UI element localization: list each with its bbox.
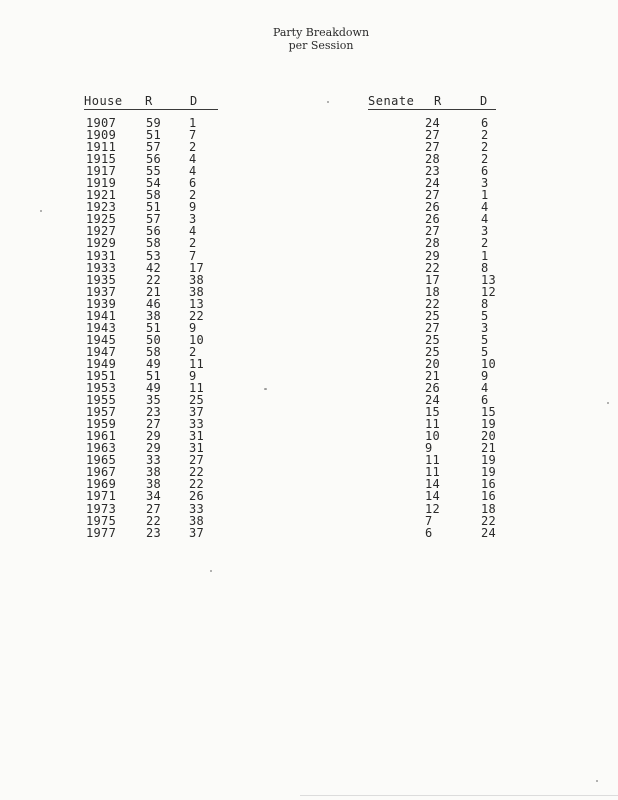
house-year-cell: 1963 — [86, 441, 117, 456]
senate-d-cell: 6 — [481, 393, 489, 408]
house-year-cell: 1939 — [86, 296, 117, 311]
house-r-cell: 55 — [146, 164, 162, 179]
house-d-cell: 22 — [189, 308, 205, 323]
house-r-cell: 27 — [146, 501, 162, 516]
house-year-cell: 1933 — [86, 260, 117, 275]
senate-r-cell: 23 — [425, 164, 441, 179]
senate-header: Senate — [368, 94, 415, 108]
house-r-cell: 33 — [146, 453, 162, 468]
senate-d-cell: 5 — [481, 308, 489, 323]
senate-d-cell: 10 — [481, 356, 497, 371]
house-r-cell: 53 — [146, 248, 162, 263]
house-d-cell: 4 — [189, 164, 197, 179]
house-d-cell: 2 — [189, 188, 197, 203]
senate-r-cell: 25 — [425, 308, 441, 323]
house-r-cell: 57 — [146, 212, 162, 227]
house-year-cell: 1919 — [86, 176, 117, 191]
house-year-cell: 1953 — [86, 381, 117, 396]
senate-r-column — [425, 117, 440, 539]
house-year-cell: 1949 — [86, 356, 117, 371]
house-year-cell: 1973 — [86, 501, 117, 516]
house-r-cell: 57 — [146, 140, 162, 155]
senate-r-cell: 27 — [425, 320, 441, 335]
senate-r-cell: 24 — [425, 393, 441, 408]
senate-r-cell: 14 — [425, 489, 441, 504]
house-d-cell: 4 — [189, 152, 197, 167]
senate-r-cell: 28 — [425, 152, 441, 167]
house-year-cell: 1929 — [86, 236, 117, 251]
house-r-cell: 35 — [146, 393, 162, 408]
house-r-cell: 58 — [146, 188, 162, 203]
house-d-cell: 38 — [189, 284, 205, 299]
senate-r-cell: 14 — [425, 477, 441, 492]
house-d-header: D — [190, 94, 198, 108]
senate-d-cell: 9 — [481, 368, 489, 383]
senate-r-cell: 26 — [425, 381, 441, 396]
senate-r-cell: 17 — [425, 272, 441, 287]
senate-d-cell: 15 — [481, 405, 497, 420]
senate-d-cell: 16 — [481, 477, 497, 492]
senate-r-cell: 22 — [425, 296, 441, 311]
house-r-cell: 22 — [146, 513, 162, 528]
senate-r-cell: 26 — [425, 212, 441, 227]
senate-d-cell: 1 — [481, 248, 489, 263]
house-r-cell: 56 — [146, 224, 162, 239]
senate-r-cell: 29 — [425, 248, 441, 263]
senate-r-cell: 20 — [425, 356, 441, 371]
house-year-cell: 1947 — [86, 344, 117, 359]
house-r-cell: 29 — [146, 441, 162, 456]
house-r-cell: 42 — [146, 260, 162, 275]
house-year-cell: 1945 — [86, 332, 117, 347]
house-r-cell: 51 — [146, 320, 162, 335]
house-r-cell: 51 — [146, 200, 162, 215]
house-d-cell: 7 — [189, 248, 197, 263]
senate-d-cell: 18 — [481, 501, 497, 516]
senate-header-underline — [368, 109, 496, 110]
senate-r-cell: 25 — [425, 332, 441, 347]
scan-speck — [327, 101, 329, 103]
senate-r-cell: 11 — [425, 453, 441, 468]
senate-r-cell: 11 — [425, 417, 441, 432]
house-year-cell: 1921 — [86, 188, 117, 203]
house-year-cell: 1935 — [86, 272, 117, 287]
house-d-cell: 4 — [189, 224, 197, 239]
house-d-cell: 38 — [189, 513, 205, 528]
house-d-cell: 25 — [189, 393, 205, 408]
house-year-cell: 1911 — [86, 140, 117, 155]
senate-d-cell: 3 — [481, 224, 489, 239]
document-title: Party Breakdown — [272, 26, 370, 39]
senate-d-cell: 2 — [481, 140, 489, 155]
house-d-cell: 7 — [189, 128, 197, 143]
house-r-column — [146, 117, 161, 539]
house-d-cell: 2 — [189, 236, 197, 251]
senate-r-cell: 28 — [425, 236, 441, 251]
house-d-cell: 13 — [189, 296, 205, 311]
scan-edge-line — [300, 795, 618, 796]
house-r-cell: 29 — [146, 429, 162, 444]
document-subtitle: per Session — [288, 39, 354, 52]
house-year-cell: 1965 — [86, 453, 117, 468]
house-d-cell: 9 — [189, 200, 197, 215]
house-d-cell: 37 — [189, 405, 205, 420]
house-year-cell: 1971 — [86, 489, 117, 504]
senate-d-cell: 8 — [481, 260, 489, 275]
house-year-cell: 1959 — [86, 417, 117, 432]
house-year-cell: 1915 — [86, 152, 117, 167]
house-year-cell: 1961 — [86, 429, 117, 444]
senate-d-cell: 19 — [481, 465, 497, 480]
senate-d-header: D — [480, 94, 488, 108]
senate-d-cell: 3 — [481, 176, 489, 191]
house-d-cell: 1 — [189, 116, 197, 130]
senate-d-cell: 8 — [481, 296, 489, 311]
senate-r-cell: 21 — [425, 368, 441, 383]
senate-d-cell: 16 — [481, 489, 497, 504]
house-d-cell: 9 — [189, 320, 197, 335]
house-d-cell: 2 — [189, 344, 197, 359]
senate-d-column — [481, 117, 496, 539]
senate-d-cell: 12 — [481, 284, 497, 299]
house-r-cell: 23 — [146, 525, 162, 540]
house-year-cell: 1955 — [86, 393, 117, 408]
house-year-cell: 1943 — [86, 320, 117, 335]
house-year-cell: 1957 — [86, 405, 117, 420]
senate-r-cell: 22 — [425, 260, 441, 275]
senate-d-cell: 20 — [481, 429, 497, 444]
house-d-cell: 37 — [189, 525, 205, 540]
house-r-cell: 59 — [146, 116, 162, 130]
house-d-cell: 31 — [189, 441, 205, 456]
senate-d-cell: 13 — [481, 272, 497, 287]
house-d-cell: 31 — [189, 429, 205, 444]
house-d-cell: 17 — [189, 260, 205, 275]
house-r-cell: 58 — [146, 236, 162, 251]
senate-d-cell: 4 — [481, 212, 489, 227]
house-d-cell: 9 — [189, 368, 197, 383]
scan-speck — [210, 570, 212, 572]
senate-d-cell: 6 — [481, 164, 489, 179]
senate-r-cell: 7 — [425, 513, 433, 528]
house-year-cell: 1931 — [86, 248, 117, 263]
senate-d-cell: 2 — [481, 152, 489, 167]
house-r-cell: 38 — [146, 308, 162, 323]
house-year-cell: 1907 — [86, 116, 117, 130]
house-d-cell: 27 — [189, 453, 205, 468]
senate-r-cell: 11 — [425, 465, 441, 480]
senate-d-cell: 2 — [481, 236, 489, 251]
house-r-cell: 50 — [146, 332, 162, 347]
house-r-cell: 54 — [146, 176, 162, 191]
house-r-cell: 49 — [146, 381, 162, 396]
senate-d-cell: 21 — [481, 441, 497, 456]
house-r-cell: 38 — [146, 477, 162, 492]
senate-d-cell: 1 — [481, 188, 489, 203]
house-d-cell: 11 — [189, 356, 205, 371]
senate-r-cell: 6 — [425, 525, 433, 540]
house-year-cell: 1951 — [86, 368, 117, 383]
house-d-column — [189, 117, 204, 539]
house-d-cell: 33 — [189, 417, 205, 432]
scan-speck — [40, 210, 42, 212]
senate-d-cell: 4 — [481, 381, 489, 396]
house-r-cell: 34 — [146, 489, 162, 504]
house-d-cell: 11 — [189, 381, 205, 396]
house-r-cell: 38 — [146, 465, 162, 480]
house-r-cell: 58 — [146, 344, 162, 359]
scan-speck — [264, 388, 267, 390]
senate-d-cell: 5 — [481, 344, 489, 359]
house-r-cell: 22 — [146, 272, 162, 287]
senate-r-cell: 9 — [425, 441, 433, 456]
senate-r-header: R — [434, 94, 442, 108]
scan-speck — [607, 402, 609, 404]
senate-r-cell: 27 — [425, 188, 441, 203]
house-year-column — [86, 117, 116, 539]
house-year-cell: 1909 — [86, 128, 117, 143]
senate-r-cell: 27 — [425, 140, 441, 155]
house-r-cell: 27 — [146, 417, 162, 432]
senate-r-cell: 26 — [425, 200, 441, 215]
house-d-cell: 22 — [189, 477, 205, 492]
house-d-cell: 3 — [189, 212, 197, 227]
senate-d-cell: 24 — [481, 525, 497, 540]
house-r-cell: 49 — [146, 356, 162, 371]
senate-d-cell: 5 — [481, 332, 489, 347]
house-year-cell: 1977 — [86, 525, 117, 540]
senate-d-cell: 19 — [481, 453, 497, 468]
senate-d-cell: 4 — [481, 200, 489, 215]
scan-speck — [596, 780, 598, 782]
senate-r-cell: 27 — [425, 128, 441, 143]
house-year-cell: 1925 — [86, 212, 117, 227]
house-r-cell: 56 — [146, 152, 162, 167]
senate-r-cell: 10 — [425, 429, 441, 444]
house-d-cell: 26 — [189, 489, 205, 504]
senate-d-cell: 3 — [481, 320, 489, 335]
senate-r-cell: 18 — [425, 284, 441, 299]
senate-r-cell: 25 — [425, 344, 441, 359]
house-d-cell: 6 — [189, 176, 197, 191]
house-r-cell: 51 — [146, 368, 162, 383]
house-year-cell: 1937 — [86, 284, 117, 299]
house-d-cell: 2 — [189, 140, 197, 155]
house-year-cell: 1975 — [86, 513, 117, 528]
house-year-cell: 1923 — [86, 200, 117, 215]
house-year-cell: 1969 — [86, 477, 117, 492]
house-header-underline — [84, 109, 218, 110]
senate-d-cell: 2 — [481, 128, 489, 143]
house-year-cell: 1941 — [86, 308, 117, 323]
house-year-cell: 1927 — [86, 224, 117, 239]
house-r-header: R — [145, 94, 153, 108]
house-header: House — [84, 94, 123, 108]
senate-d-cell: 6 — [481, 116, 489, 130]
senate-r-cell: 12 — [425, 501, 441, 516]
house-d-cell: 38 — [189, 272, 205, 287]
house-r-cell: 46 — [146, 296, 162, 311]
house-r-cell: 51 — [146, 128, 162, 143]
house-year-cell: 1967 — [86, 465, 117, 480]
senate-r-cell: 27 — [425, 224, 441, 239]
senate-d-cell: 19 — [481, 417, 497, 432]
house-d-cell: 22 — [189, 465, 205, 480]
house-r-cell: 21 — [146, 284, 162, 299]
senate-r-cell: 24 — [425, 176, 441, 191]
house-d-cell: 10 — [189, 332, 205, 347]
house-year-cell: 1917 — [86, 164, 117, 179]
senate-r-cell: 24 — [425, 116, 441, 130]
house-d-cell: 33 — [189, 501, 205, 516]
senate-r-cell: 15 — [425, 405, 441, 420]
house-r-cell: 23 — [146, 405, 162, 420]
senate-d-cell: 22 — [481, 513, 497, 528]
